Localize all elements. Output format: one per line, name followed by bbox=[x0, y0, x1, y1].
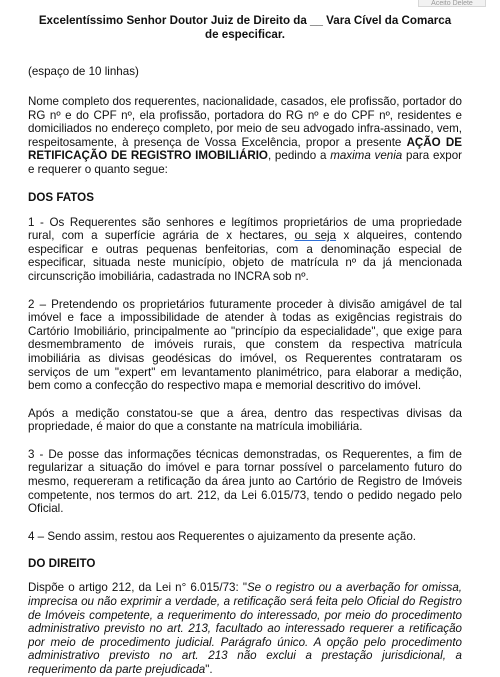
document-page bbox=[28, 14, 462, 677]
document-title-line-2: de especificar. bbox=[205, 28, 285, 41]
law-text-part-2: ". bbox=[205, 663, 213, 676]
space-note: (espaço de 10 linhas) bbox=[28, 65, 139, 78]
toolbar-corner bbox=[418, 0, 486, 7]
law-text-part-1: Dispõe o artigo 212, da Lei n° 6.015/73: " bbox=[28, 581, 247, 595]
fact1-underlined-text: ou seja bbox=[294, 229, 337, 243]
law-paragraph bbox=[28, 581, 462, 676]
toolbar-corner-text: Aceito Delete bbox=[431, 0, 473, 7]
action-title: AÇÃO DE RETIFICAÇÃO DE REGISTRO IMOBILIÁRIO bbox=[28, 135, 462, 163]
document-title-line-1: Excelentíssimo Senhor Doutor Juiz de Direito da __ Vara Cível da Comarca bbox=[38, 14, 452, 27]
intro-text-part-1: Nome completo dos requerentes, nacionalidade, casados, ele profissão, portador do RG nº e do CPF nº, ela profissão, portadora do RG nº e do CPF nº, residentes e domiciliados no endereço completo, por meio de seu advogado infra-assinado, vem, respeitosamente, à presença de Vossa Excelência, propor a presente bbox=[28, 95, 462, 149]
fact-paragraph-2b: Após a medição constatou-se que a área, dentro das respectivas divisas da propriedade, é maior do que a constante na matrícula imobiliária. bbox=[28, 406, 462, 434]
fact-paragraph-3: 3 - De posse das informações técnicas demonstradas, os Requerentes, a fim de regularizar a situação do imóvel e para tornar possível o parcelamento futuro do mesmo, requereram a retificação da área junto ao Cartório de Registro de Imóveis competente, nos termos do art. 212, da Lei 6.015/73, tendo o pedido negado pelo Oficial. bbox=[28, 447, 462, 516]
intro-paragraph bbox=[28, 95, 462, 177]
fact-paragraph-2: 2 – Pretendendo os proprietários futuramente proceder à divisão amigável de tal imóvel e face a impossibilidade de atender à todas as exigências registrais do Cartório Imobiliário, principalmente ao "princípio da especialidade", que exige para desmembramento de imóveis rurais, que constem da respectiva matrícula imobiliária as divisas geodésicas do imóvel, os Requerentes contrataram os serviços de um "expert" em levantamento planimétrico, para elaborar a medição, bem como a confecção do respectivo mapa e memorial descritivo do imóvel. bbox=[28, 297, 462, 393]
document-title bbox=[28, 14, 462, 42]
section-heading-facts: DOS FATOS bbox=[28, 190, 94, 204]
maxima-venia-term: maxima venia bbox=[330, 149, 403, 163]
fact-paragraph-4: 4 – Sendo assim, restou aos Requerentes o ajuizamento da presente ação. bbox=[28, 529, 416, 543]
intro-text-part-3: para expor e requerer o quanto segue: bbox=[28, 149, 462, 176]
fact-paragraph-1 bbox=[28, 216, 462, 284]
section-heading-law: DO DIREITO bbox=[28, 557, 96, 571]
fact1-text-part-2: x alqueires, contendo especificar e outras pequenas benfeitorias, com a denominação especial de especificar, situada neste município, objeto de matrícula nº da já mencionada circunscrição imobiliária, cadastrada no INCRA sob nº. bbox=[28, 229, 462, 283]
intro-text-part-2: , pedindo a bbox=[267, 149, 331, 163]
law-quoted-text: Se o registro ou a averbação for omissa, imprecisa ou não exprimir a verdade, a retificação será feita pelo Oficial do Registro de Imóveis competente, a requerimento do interessado, por meio do procedimento administrativo previsto no art. 213, facultado ao interessado requerer a retificação por meio de procedimento judicial. Parágrafo único. A opção pelo procedimento administrativo previsto no art. 213 não exclui a prestação jurisdicional, a requerimento da parte prejudicada bbox=[28, 581, 463, 676]
fact1-text-part-1: 1 - Os Requerentes são senhores e legítimos proprietários de uma propriedade rural, com a superfície agrária de x hectares, bbox=[28, 215, 462, 243]
